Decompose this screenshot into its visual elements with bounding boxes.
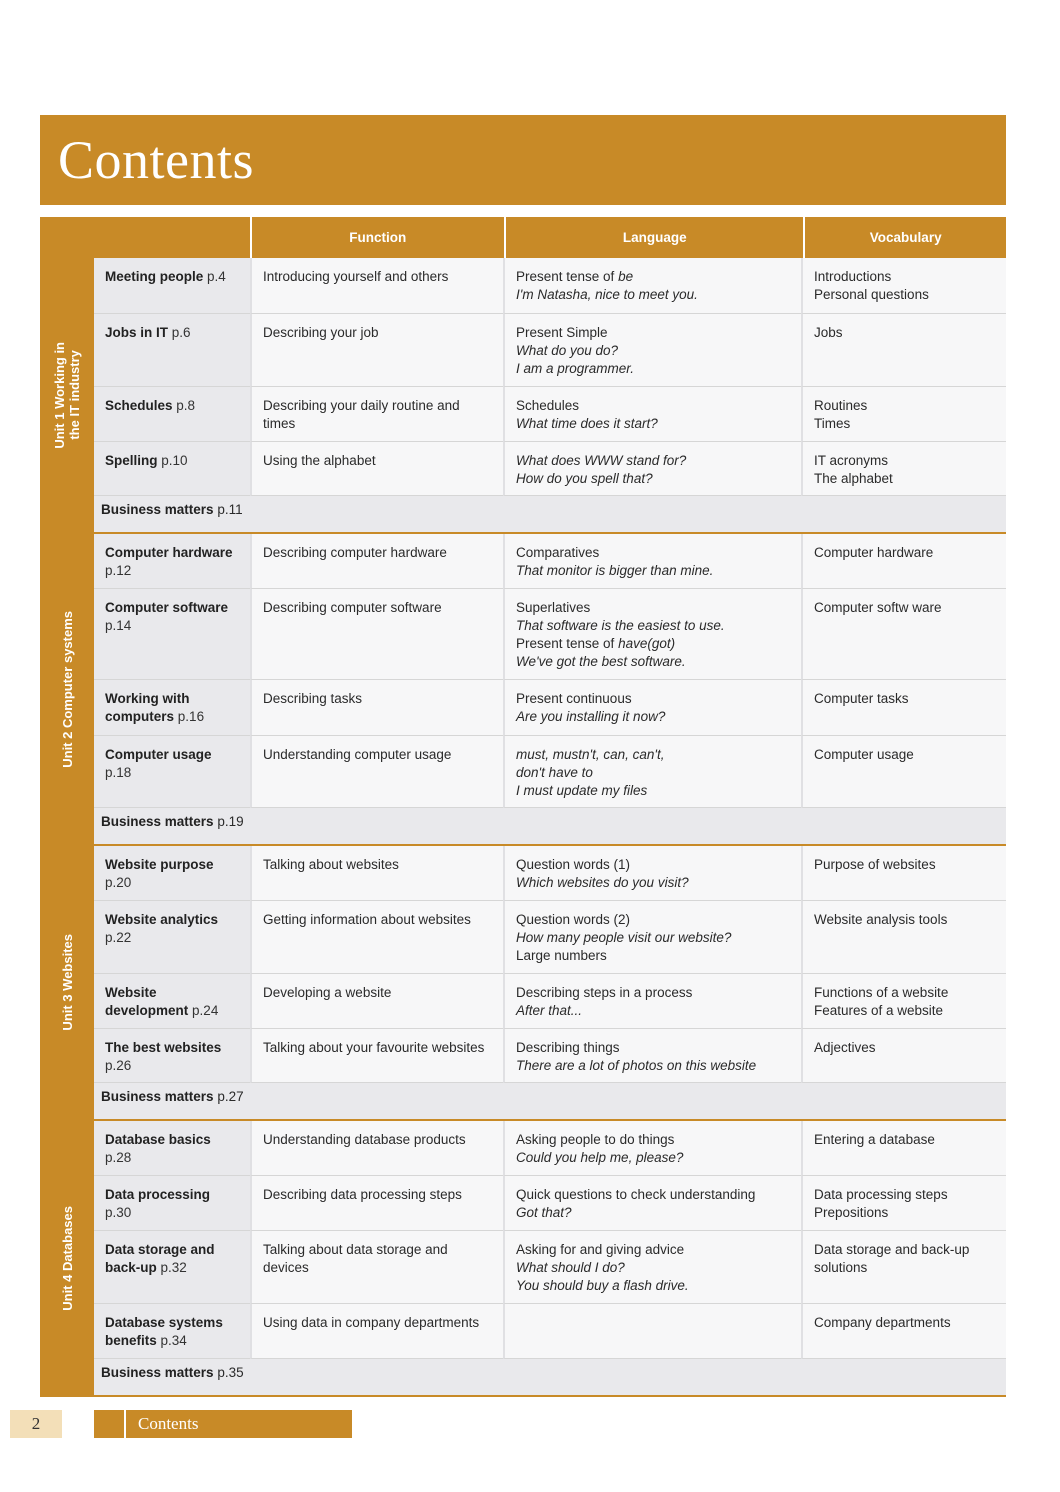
- business-matters-page: p.27: [217, 1089, 244, 1104]
- function-text: Describing computer software: [263, 600, 442, 615]
- language-line: [516, 1277, 791, 1295]
- language-cell: [503, 736, 801, 808]
- contents-table: [40, 217, 1006, 1397]
- function-cell: [250, 974, 503, 1029]
- language-text: Describing steps in a process: [516, 985, 693, 1000]
- language-line: [516, 1149, 791, 1167]
- language-line: [516, 1259, 791, 1277]
- vocabulary-item: Company departments: [814, 1315, 951, 1330]
- topic-title: Data storage and back-up: [105, 1242, 215, 1275]
- unit-section: [40, 846, 1006, 1121]
- topic-title: Spelling: [105, 453, 158, 468]
- language-text: What does WWW stand for?: [516, 453, 687, 468]
- language-text: I am a programmer.: [516, 361, 635, 376]
- unit-label: [40, 258, 94, 532]
- language-line: [516, 782, 791, 800]
- language-line: [516, 360, 791, 378]
- topic-title: Jobs in IT: [105, 325, 169, 340]
- table-row: [94, 736, 1006, 808]
- business-matters: [94, 496, 1006, 532]
- vocabulary-cell: [801, 1121, 1006, 1176]
- vocabulary-item: Computer tasks: [814, 691, 909, 706]
- language-line: [516, 947, 791, 965]
- function-text: Introducing yourself and others: [263, 269, 449, 284]
- language-text: What do you do?: [516, 343, 619, 358]
- vocabulary-cell: [801, 1176, 1006, 1231]
- vocabulary-item: Data storage and back-up solutions: [814, 1242, 970, 1275]
- language-line: [516, 764, 791, 782]
- function-cell: [250, 846, 503, 901]
- language-line: [516, 635, 791, 653]
- language-text: Question words (2): [516, 912, 631, 927]
- business-matters: [94, 1359, 1006, 1395]
- topic-cell: [94, 314, 250, 387]
- function-text: Describing your daily routine and times: [263, 398, 460, 431]
- language-text: We've got the best software.: [516, 654, 686, 669]
- topic-page: p.18: [105, 765, 132, 780]
- language-line: [516, 324, 791, 342]
- unit-label: [40, 534, 94, 844]
- language-line: [516, 746, 791, 764]
- table-row: [94, 1121, 1006, 1176]
- table-row: [94, 974, 1006, 1029]
- language-text: What time does it start?: [516, 416, 658, 431]
- footer-section-label: Contents: [138, 1414, 199, 1433]
- topic-cell: [94, 1231, 250, 1304]
- language-text: Quick questions to check understanding: [516, 1187, 756, 1202]
- function-text: Developing a website: [263, 985, 392, 1000]
- business-matters-page: p.11: [217, 502, 243, 517]
- function-text: Understanding computer usage: [263, 747, 452, 762]
- topic-cell: [94, 736, 250, 808]
- topic-page: p.8: [176, 398, 196, 413]
- business-matters-label: Business matters: [101, 1365, 214, 1380]
- language-text: I must update my files: [516, 783, 648, 798]
- topic-title: Computer usage: [105, 747, 212, 762]
- topic-title: Computer hardware: [105, 545, 233, 560]
- topic-title: Website purpose: [105, 857, 214, 872]
- business-matters-label: Business matters: [101, 502, 214, 517]
- topic-title: Database systems benefits: [105, 1315, 223, 1348]
- topic-cell: [94, 1121, 250, 1176]
- topic-cell: [94, 1304, 250, 1359]
- vocabulary-cell: [801, 589, 1006, 680]
- topic-title: Data processing: [105, 1187, 211, 1202]
- vocabulary-item: Routines: [814, 398, 868, 413]
- function-cell: [250, 1231, 503, 1304]
- language-line: [516, 617, 791, 635]
- language-text: I'm Natasha, nice to meet you.: [516, 287, 698, 302]
- language-text: How do you spell that?: [516, 471, 653, 486]
- language-text: Which websites do you visit?: [516, 875, 689, 890]
- vocabulary-cell: [801, 1231, 1006, 1304]
- header-blank: [40, 217, 250, 258]
- header-vocabulary: Vocabulary: [803, 217, 1006, 258]
- unit-label: [40, 846, 94, 1119]
- topic-page: p.26: [105, 1058, 132, 1073]
- topic-page: p.12: [105, 563, 132, 578]
- topic-cell: [94, 534, 250, 589]
- language-text: Present tense of: [516, 269, 619, 284]
- topic-page: p.16: [177, 709, 205, 724]
- language-line: [516, 286, 791, 304]
- language-line: [516, 856, 791, 874]
- language-line: [516, 599, 791, 617]
- vocabulary-cell: [801, 974, 1006, 1029]
- vocabulary-cell: [801, 387, 1006, 442]
- function-text: Understanding database products: [263, 1132, 466, 1147]
- language-cell: [503, 534, 801, 589]
- function-text: Using data in company departments: [263, 1315, 480, 1330]
- language-text: After that...: [516, 1003, 583, 1018]
- language-cell: [503, 1304, 801, 1359]
- topic-page: p.20: [105, 875, 132, 890]
- table-row: [94, 258, 1006, 314]
- language-line: [516, 911, 791, 929]
- page-title: Contents: [58, 130, 255, 190]
- function-cell: [250, 442, 503, 496]
- language-text: That monitor is bigger than mine.: [516, 563, 714, 578]
- vocabulary-cell: [801, 534, 1006, 589]
- language-text: Large numbers: [516, 948, 607, 963]
- function-text: Describing tasks: [263, 691, 363, 706]
- unit-body: [94, 534, 1006, 844]
- topic-title: Website analytics: [105, 912, 219, 927]
- topic-title: Meeting people: [105, 269, 204, 284]
- language-cell: [503, 1121, 801, 1176]
- language-text: Schedules: [516, 398, 580, 413]
- business-matters-page: p.35: [217, 1365, 244, 1380]
- unit-body: [94, 846, 1006, 1119]
- language-text: What should I do?: [516, 1260, 625, 1275]
- language-cell: [503, 258, 801, 314]
- topic-cell: [94, 1176, 250, 1231]
- function-cell: [250, 1121, 503, 1176]
- function-text: Using the alphabet: [263, 453, 376, 468]
- language-text: Got that?: [516, 1205, 572, 1220]
- function-cell: [250, 901, 503, 974]
- language-line: [516, 653, 791, 671]
- unit-body: [94, 1121, 1006, 1395]
- function-text: Talking about your favourite websites: [263, 1040, 485, 1055]
- language-text: don't have to: [516, 765, 593, 780]
- language-text: Could you help me, please?: [516, 1150, 684, 1165]
- unit-label-text: Unit 3 Websites: [59, 934, 75, 1031]
- topic-title: Working with computers: [105, 691, 190, 724]
- vocabulary-item: Data processing steps: [814, 1187, 948, 1202]
- language-text: Superlatives: [516, 600, 591, 615]
- vocabulary-cell: [801, 314, 1006, 387]
- vocabulary-item: Purpose of websites: [814, 857, 936, 872]
- vocabulary-cell: [801, 258, 1006, 314]
- language-cell: [503, 974, 801, 1029]
- table-row: [94, 1176, 1006, 1231]
- unit-label-text: Unit 1 Working in the IT industry: [52, 341, 82, 449]
- function-cell: [250, 680, 503, 736]
- topic-cell: [94, 846, 250, 901]
- units-container: [40, 258, 1006, 1397]
- language-line: [516, 1204, 791, 1222]
- vocabulary-item: Computer hardware: [814, 545, 934, 560]
- function-cell: [250, 1176, 503, 1231]
- topic-page: p.22: [105, 930, 132, 945]
- topic-cell: [94, 442, 250, 496]
- unit-body: [94, 258, 1006, 532]
- vocabulary-item: Website analysis tools: [814, 912, 948, 927]
- language-line: [516, 1002, 791, 1020]
- vocabulary-item: Functions of a website: [814, 985, 949, 1000]
- table-row: [94, 846, 1006, 901]
- function-cell: [250, 534, 503, 589]
- language-text: Asking for and giving advice: [516, 1242, 685, 1257]
- language-cell: [503, 680, 801, 736]
- table-row: [94, 1304, 1006, 1359]
- topic-page: p.34: [160, 1333, 187, 1348]
- vocabulary-item: The alphabet: [814, 471, 893, 486]
- language-line: [516, 397, 791, 415]
- table-row: [94, 1029, 1006, 1083]
- table-row: [94, 387, 1006, 442]
- topic-page: p.4: [207, 269, 226, 284]
- topic-page: p.14: [105, 618, 132, 633]
- language-cell: [503, 387, 801, 442]
- unit-label: [40, 1121, 94, 1395]
- table-row: [94, 680, 1006, 736]
- contents-banner: [40, 115, 1006, 205]
- page-number: 2: [10, 1410, 62, 1438]
- function-text: Describing data processing steps: [263, 1187, 462, 1202]
- language-text: How many people visit our website?: [516, 930, 732, 945]
- vocabulary-item: Personal questions: [814, 287, 929, 302]
- function-text: Talking about data storage and devices: [263, 1242, 448, 1275]
- topic-page: p.32: [160, 1260, 187, 1275]
- vocabulary-cell: [801, 1029, 1006, 1083]
- language-line: [516, 1057, 791, 1075]
- language-cell: [503, 1231, 801, 1304]
- function-text: Describing computer hardware: [263, 545, 447, 560]
- language-line: [516, 1241, 791, 1259]
- language-cell: [503, 314, 801, 387]
- vocabulary-cell: [801, 442, 1006, 496]
- function-text: Describing your job: [263, 325, 379, 340]
- topic-cell: [94, 589, 250, 680]
- unit-section: [40, 258, 1006, 534]
- business-matters-label: Business matters: [101, 1089, 214, 1104]
- language-text: Comparatives: [516, 545, 600, 560]
- language-line: [516, 708, 791, 726]
- language-line: [516, 452, 791, 470]
- language-cell: [503, 442, 801, 496]
- language-line: [516, 1131, 791, 1149]
- language-line: [516, 1186, 791, 1204]
- language-text: That software is the easiest to use.: [516, 618, 725, 633]
- table-row: [94, 901, 1006, 974]
- vocabulary-cell: [801, 680, 1006, 736]
- language-line: [516, 690, 791, 708]
- vocabulary-cell: [801, 846, 1006, 901]
- header-function: Function: [250, 217, 504, 258]
- language-text: There are a lot of photos on this website: [516, 1058, 757, 1073]
- language-line: [516, 1039, 791, 1057]
- unit-section: [40, 534, 1006, 846]
- topic-title: Website development: [105, 985, 189, 1018]
- language-line: [516, 544, 791, 562]
- vocabulary-item: Jobs: [814, 325, 843, 340]
- topic-title: Computer software: [105, 600, 229, 615]
- topic-cell: [94, 901, 250, 974]
- topic-page: p.6: [171, 325, 191, 340]
- language-example-word: have(got): [618, 636, 676, 651]
- header-language: Language: [504, 217, 803, 258]
- vocabulary-item: Times: [814, 416, 851, 431]
- function-cell: [250, 258, 503, 314]
- language-text: Present Simple: [516, 325, 608, 340]
- language-text: Question words (1): [516, 857, 631, 872]
- topic-title: Database basics: [105, 1132, 211, 1147]
- vocabulary-cell: [801, 736, 1006, 808]
- language-line: [516, 874, 791, 892]
- language-cell: [503, 846, 801, 901]
- topic-page: p.24: [192, 1003, 219, 1018]
- language-line: [516, 415, 791, 433]
- footer-section-tab: [94, 1410, 352, 1438]
- function-cell: [250, 314, 503, 387]
- language-cell: [503, 1176, 801, 1231]
- language-text: must, mustn't, can, can't,: [516, 747, 665, 762]
- language-text: Present continuous: [516, 691, 632, 706]
- vocabulary-item: Prepositions: [814, 1205, 889, 1220]
- language-cell: [503, 589, 801, 680]
- language-cell: [503, 901, 801, 974]
- language-line: [516, 562, 791, 580]
- language-text: Are you installing it now?: [516, 709, 666, 724]
- vocabulary-item: Adjectives: [814, 1040, 876, 1055]
- unit-label-text: Unit 2 Computer systems: [59, 610, 75, 768]
- business-matters: [94, 1083, 1006, 1119]
- language-line: [516, 929, 791, 947]
- function-cell: [250, 589, 503, 680]
- topic-cell: [94, 258, 250, 314]
- vocabulary-item: Computer usage: [814, 747, 914, 762]
- unit-label-text: Unit 4 Databases: [59, 1205, 75, 1311]
- topic-page: p.10: [161, 453, 188, 468]
- topic-cell: [94, 974, 250, 1029]
- table-row: [94, 442, 1006, 496]
- table-row: [94, 534, 1006, 589]
- language-line: [516, 984, 791, 1002]
- business-matters-page: p.19: [217, 814, 244, 829]
- function-text: Talking about websites: [263, 857, 399, 872]
- function-cell: [250, 736, 503, 808]
- vocabulary-item: Computer softw ware: [814, 600, 942, 615]
- vocabulary-item: Features of a website: [814, 1003, 944, 1018]
- topic-cell: [94, 387, 250, 442]
- unit-section: [40, 1121, 1006, 1397]
- table-row: [94, 314, 1006, 387]
- language-text: You should buy a flash drive.: [516, 1278, 689, 1293]
- language-line: [516, 342, 791, 360]
- function-text: Getting information about websites: [263, 912, 471, 927]
- function-cell: [250, 1029, 503, 1083]
- topic-title: The best websites: [105, 1040, 222, 1055]
- topic-page: p.28: [105, 1150, 132, 1165]
- vocabulary-cell: [801, 1304, 1006, 1359]
- table-row: [94, 1231, 1006, 1304]
- language-line: [516, 470, 791, 488]
- table-header: [40, 217, 1006, 258]
- topic-page: p.30: [105, 1205, 132, 1220]
- business-matters-label: Business matters: [101, 814, 214, 829]
- table-row: [94, 589, 1006, 680]
- vocabulary-item: Entering a database: [814, 1132, 935, 1147]
- tab-notch: [124, 1410, 126, 1438]
- function-cell: [250, 387, 503, 442]
- topic-cell: [94, 680, 250, 736]
- language-text: Describing things: [516, 1040, 620, 1055]
- language-text: Asking people to do things: [516, 1132, 675, 1147]
- language-text: Present tense of: [516, 636, 619, 651]
- business-matters: [94, 808, 1006, 844]
- vocabulary-item: Introductions: [814, 269, 892, 284]
- topic-cell: [94, 1029, 250, 1083]
- topic-title: Schedules: [105, 398, 173, 413]
- language-cell: [503, 1029, 801, 1083]
- language-line: [516, 268, 791, 286]
- function-cell: [250, 1304, 503, 1359]
- vocabulary-item: IT acronyms: [814, 453, 889, 468]
- vocabulary-cell: [801, 901, 1006, 974]
- language-example-word: be: [618, 269, 634, 284]
